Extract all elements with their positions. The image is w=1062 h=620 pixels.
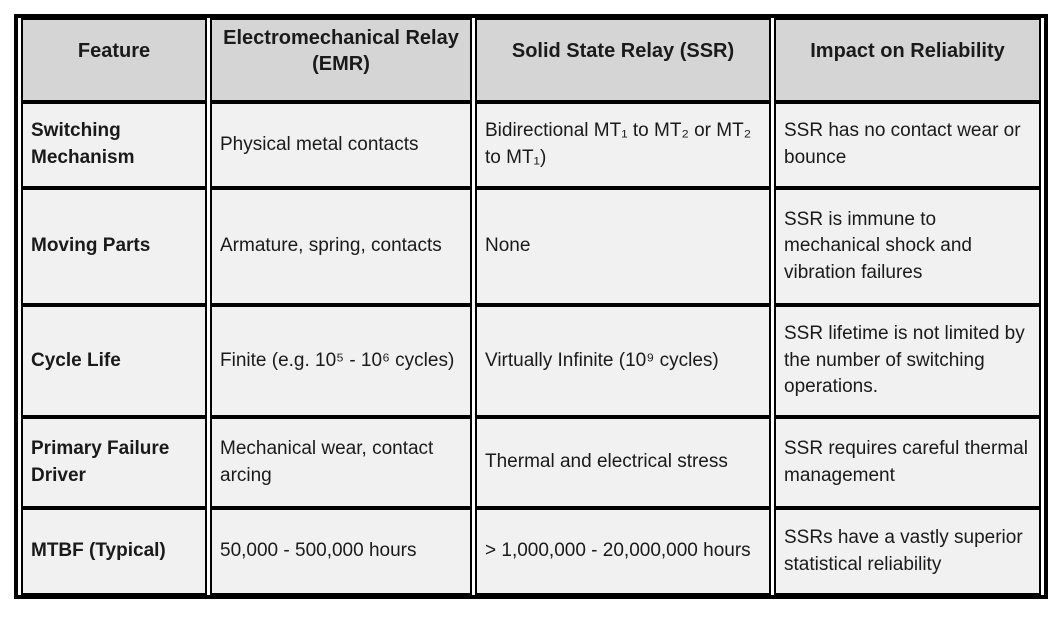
cell-emr: Finite (e.g. 10⁵ - 10⁶ cycles)	[210, 305, 472, 417]
cell-emr: Physical metal contacts	[210, 102, 472, 188]
column-header-ssr: Solid State Relay (SSR)	[475, 18, 771, 102]
table-row-mtbf	[21, 508, 1041, 595]
relay-comparison-table	[14, 14, 1048, 599]
cell-feature: MTBF (Typical)	[21, 508, 207, 595]
table-row-switching-mechanism	[21, 102, 1041, 188]
cell-ssr: > 1,000,000 - 20,000,000 hours	[475, 508, 771, 595]
cell-impact: SSR has no contact wear or bounce	[774, 102, 1041, 188]
cell-ssr: Thermal and electrical stress	[475, 417, 771, 508]
column-header-impact: Impact on Reliability	[774, 18, 1041, 102]
cell-emr: Mechanical wear, contact arcing	[210, 417, 472, 508]
cell-impact: SSR is immune to mechanical shock and vibration failures	[774, 188, 1041, 305]
cell-impact: SSR lifetime is not limited by the number of switching operations.	[774, 305, 1041, 417]
column-header-emr: Electromechanical Relay (EMR)	[210, 18, 472, 102]
cell-emr: 50,000 - 500,000 hours	[210, 508, 472, 595]
cell-ssr: Bidirectional MT₁ to MT₂ or MT₂ to MT₁)	[475, 102, 771, 188]
table-row-primary-failure-driver	[21, 417, 1041, 508]
cell-emr: Armature, spring, contacts	[210, 188, 472, 305]
table-row-moving-parts	[21, 188, 1041, 305]
header-row	[21, 18, 1041, 102]
table-row-cycle-life	[21, 305, 1041, 417]
cell-feature: Switching Mechanism	[21, 102, 207, 188]
cell-impact: SSR requires careful thermal management	[774, 417, 1041, 508]
column-header-feature: Feature	[21, 18, 207, 102]
cell-feature: Moving Parts	[21, 188, 207, 305]
cell-impact: SSRs have a vastly superior statistical reliability	[774, 508, 1041, 595]
cell-ssr: None	[475, 188, 771, 305]
cell-feature: Primary Failure Driver	[21, 417, 207, 508]
cell-ssr: Virtually Infinite (10⁹ cycles)	[475, 305, 771, 417]
cell-feature: Cycle Life	[21, 305, 207, 417]
